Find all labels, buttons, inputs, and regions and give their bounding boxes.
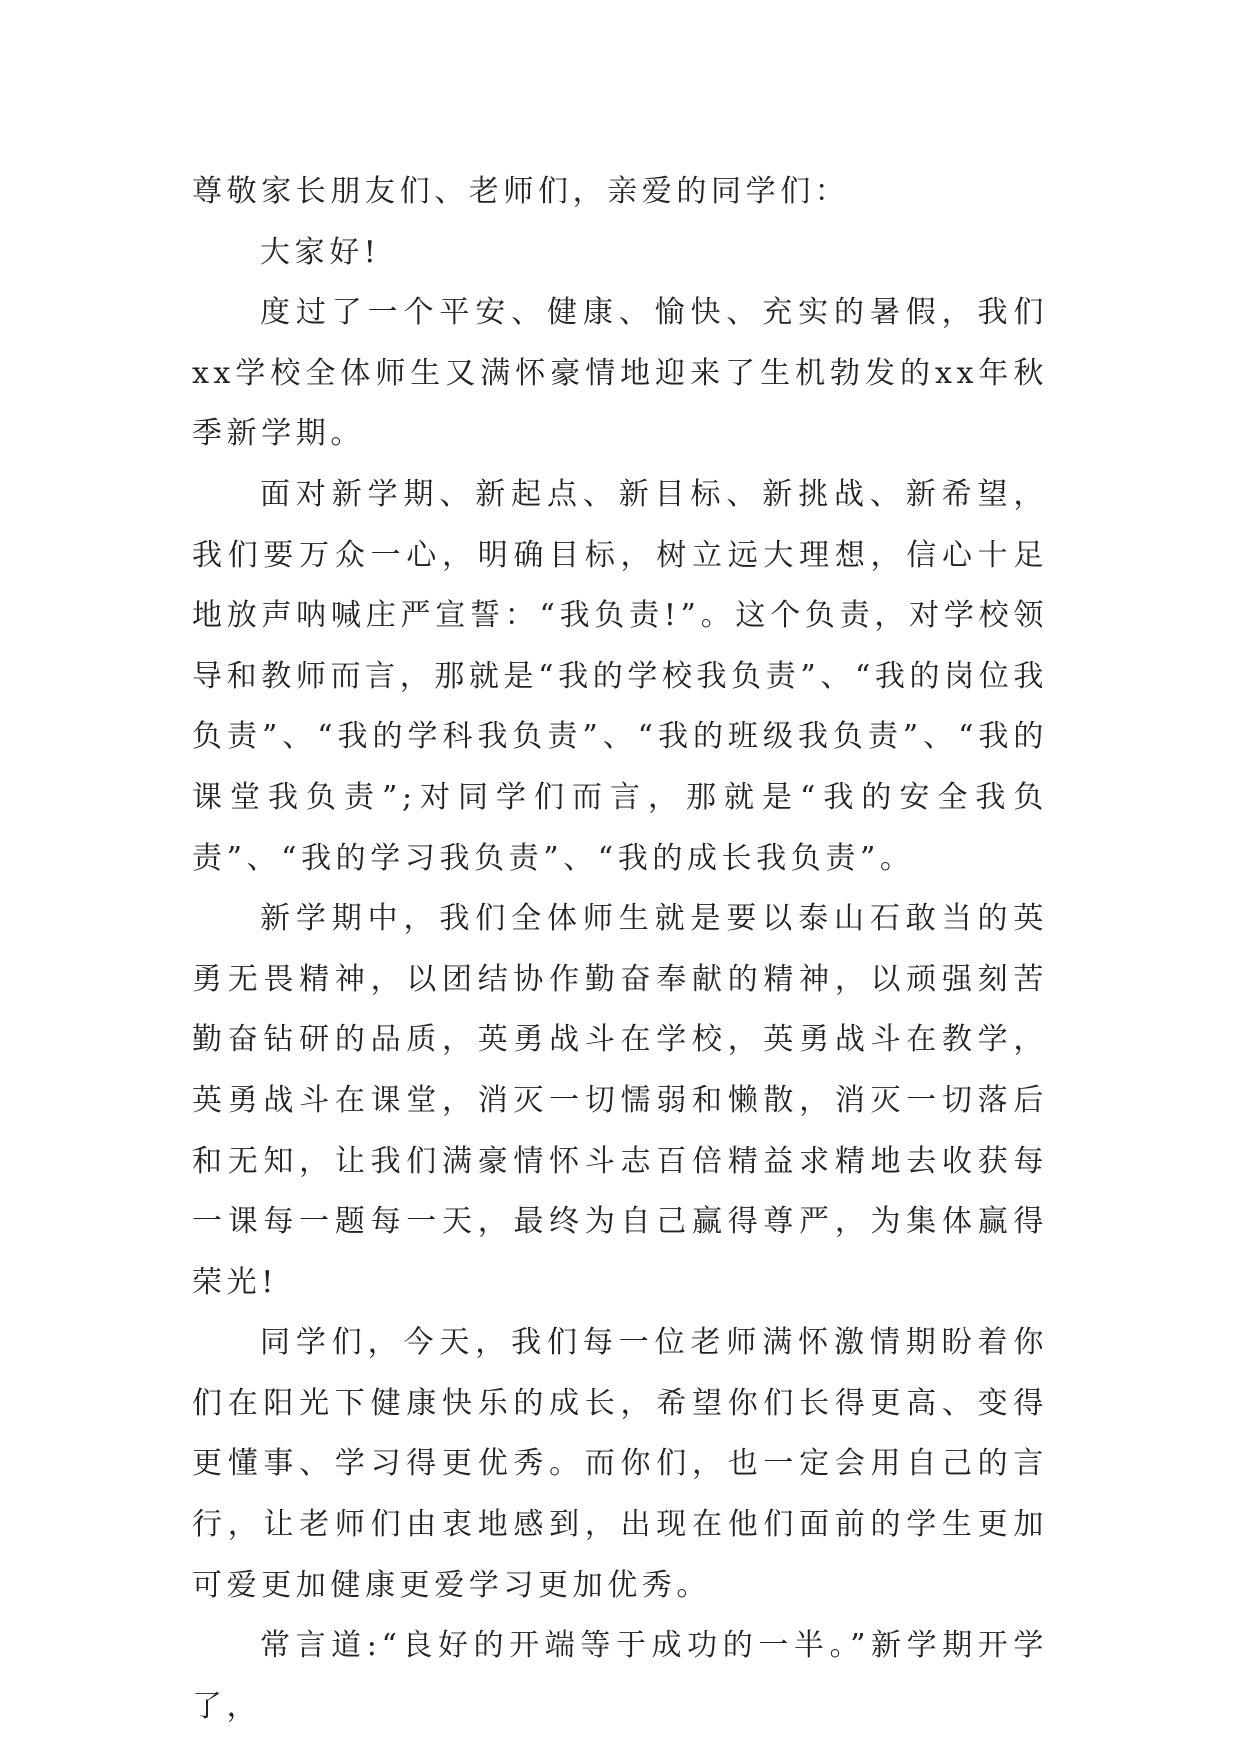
speech-body (192, 162, 1048, 1737)
intro-paragraph: 度过了一个平安、健康、愉快、充实的暑假，我们xx学校全体师生又满怀豪情地迎来了生机勃发的xx年秋季新学期。 (192, 295, 1048, 452)
greeting-paragraph: 大家好! (260, 234, 381, 270)
responsibility-paragraph: 面对新学期、新起点、新目标、新挑战、新希望，我们要万众一心，明确目标，树立远大理想，信心十足地放声呐喊庄严宣誓：“我负责!”。这个负责，对学校领导和教师而言，那就是“我的学校我负责”、“我的岗位我负责”、“我的学科我负责”、“我的班级我负责”、“我的课堂我负责”;对同学们而言，那就是“我的安全我负责”、“我的学习我负责”、“我的成长我负责”。 (192, 476, 1048, 876)
salutation: 尊敬家长朋友们、老师们，亲爱的同学们： (192, 174, 850, 209)
proverb-paragraph: 常言道:“良好的开端等于成功的一半。”新学期开学了， (192, 1628, 1048, 1724)
hope-paragraph: 同学们，今天，我们每一位老师满怀激情期盼着你们在阳光下健康快乐的成长，希望你们长得更高、变得更懂事、学习得更优秀。而你们，也一定会用自己的言行，让老师们由衷地感到，出现在他们面前的学生更加可爱更加健康更爱学习更加优秀。 (192, 1325, 1048, 1603)
spirit-paragraph: 新学期中，我们全体师生就是要以泰山石敢当的英勇无畏精神，以团结协作勤奋奉献的精神，以顽强刻苦勤奋钻研的品质，英勇战斗在学校，英勇战斗在教学，英勇战斗在课堂，消灭一切懦弱和懒散，消灭一切落后和无知，让我们满豪情怀斗志百倍精益求精地去收获每一课每一题每一天，最终为自己赢得尊严，为集体赢得荣光! (192, 901, 1048, 1300)
